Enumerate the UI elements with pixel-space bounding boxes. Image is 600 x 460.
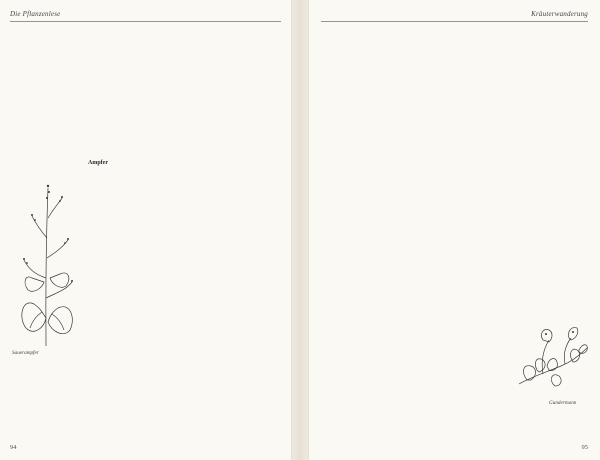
right-text-block-1 [321,28,589,334]
left-page [0,0,292,460]
right-running-head: Kräuterwanderung [531,10,588,18]
right-page-number: 95 [581,444,588,451]
left-text-block-3 [10,372,282,442]
left-page-number: 94 [10,444,17,451]
right-illustration-caption: Gundermann [549,400,577,406]
left-running-head: Die Pflanzenlese [10,10,61,18]
left-text-block-2 [88,170,282,370]
left-sidebar-heading: Ampfer [88,160,108,166]
left-text-block-1 [10,28,282,128]
right-text-block-2 [321,338,509,442]
book-gutter [292,0,308,460]
right-header-rule [321,21,588,22]
sorrel-illustration [12,178,80,348]
gundermann-illustration [513,322,591,398]
right-page [308,0,600,460]
left-illustration-caption: Sauerampfer [12,350,39,356]
left-header-rule [10,21,281,22]
